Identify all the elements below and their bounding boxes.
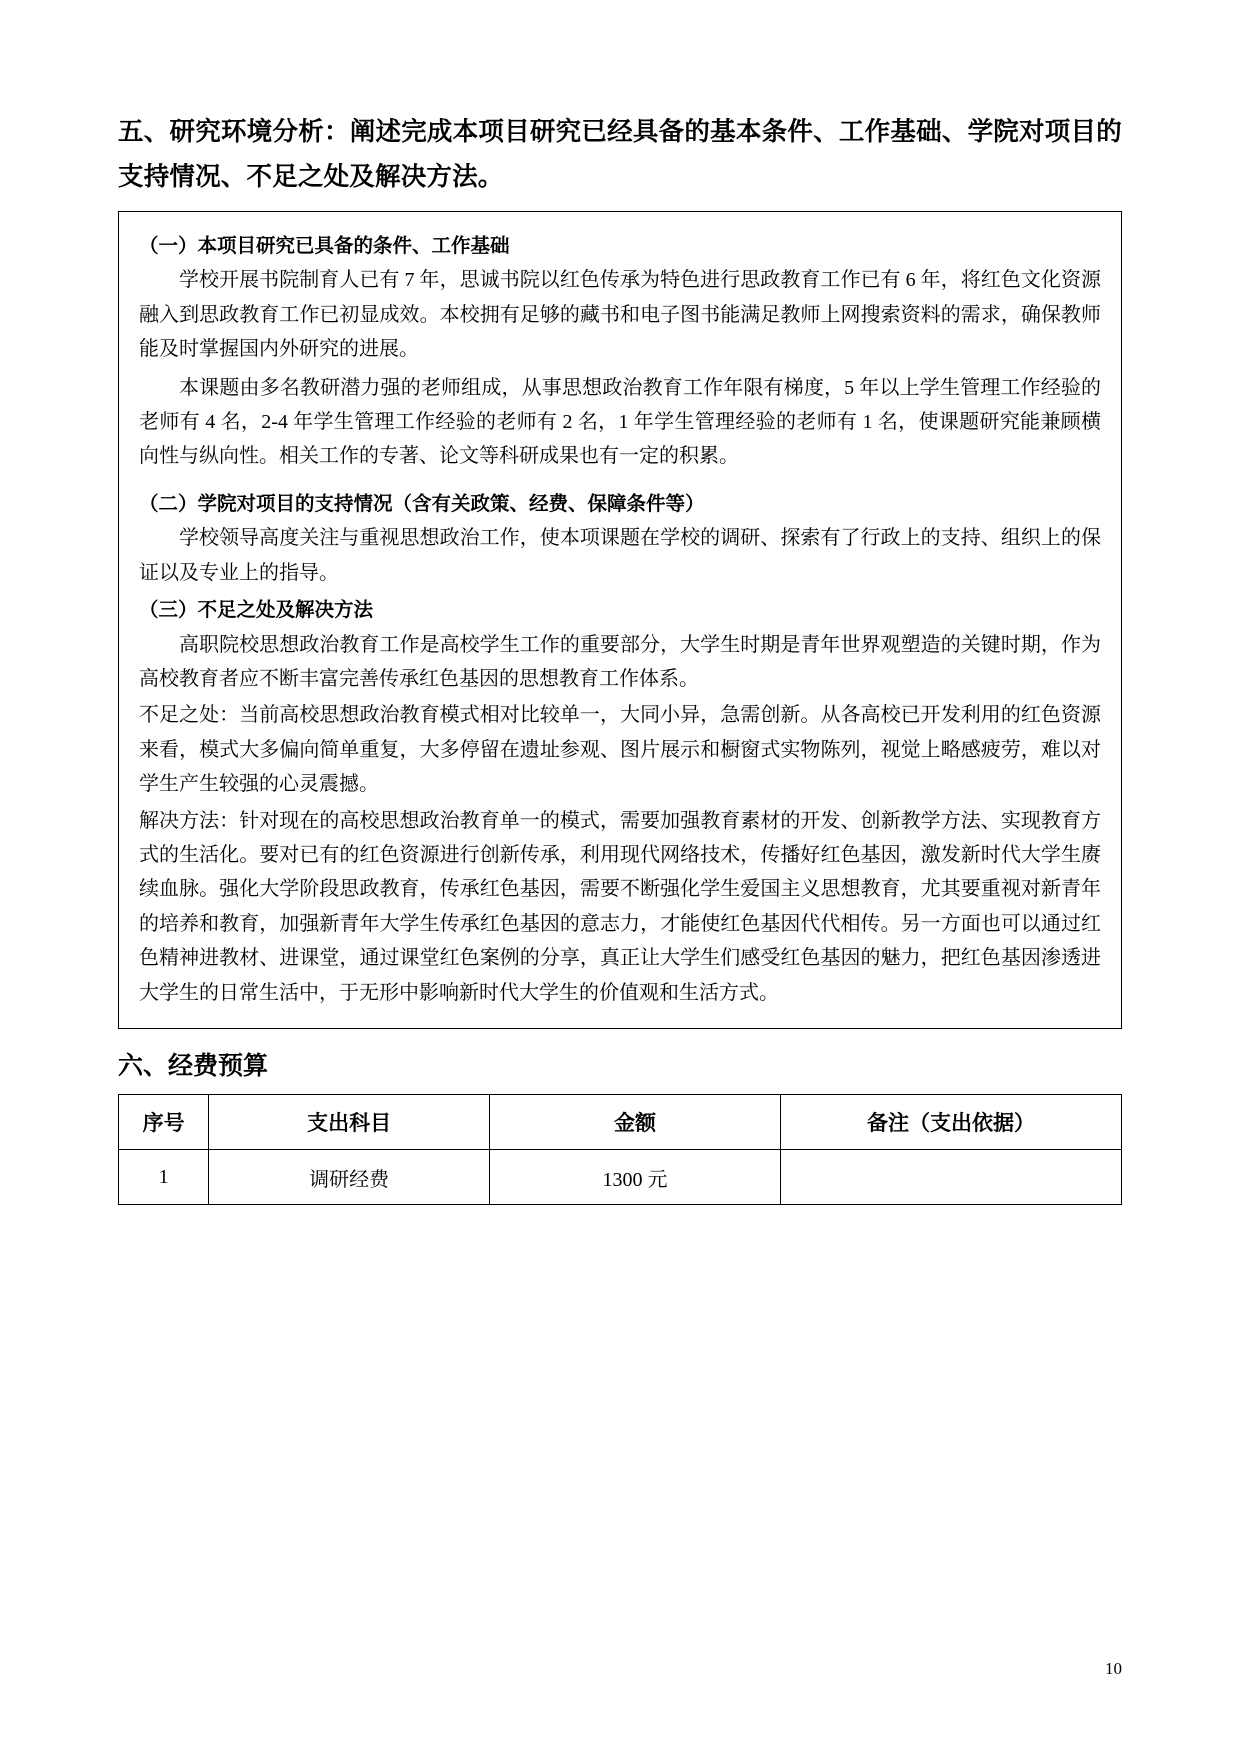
part1-paragraph-2: 本课题由多名教研潜力强的老师组成，从事思想政治教育工作年限有梯度，5 年以上学生管理工作经验的老师有 4 名，2-4 年学生管理工作经验的老师有 2 名，1 年学生管理经验的老师有 1 名，使课题研究能兼顾横向性与纵向性。相关工作的专著、论文等科研成果也有一定的积累。 [139, 376, 1101, 468]
part2-paragraph-1: 学校领导高度关注与重视思想政治工作，使本项课题在学校的调研、探索有了行政上的支持、组织上的保证以及专业上的指导。 [139, 527, 1101, 584]
part3-paragraph-3: 解决方法：针对现在的高校思想政治教育单一的模式，需要加强教育素材的开发、创新教学方法、实现教育方式的生活化。要对已有的红色资源进行创新传承，利用现代网络技术，传播好红色基因，激发新时代大学生赓续血脉。强化大学阶段思政教育，传承红色基因，需要不断强化学生爱国主义思想教育，尤其要重视对新青年的培养和教育，加强新青年大学生传承红色基因的意志力，才能使红色基因代代相传。另一方面也可以通过红色精神进教材、进课堂，通过课堂红色案例的分享，真正让大学生们感受红色基因的魅力，把红色基因渗透进大学生的日常生活中，于无形中影响新时代大学生的价值观和生活方式。 [139, 809, 1101, 1004]
cell-remark [780, 1150, 1121, 1205]
section-heading-6: 六、经费预算 [118, 1050, 269, 1080]
column-header-seq: 序号 [119, 1095, 209, 1150]
column-header-item: 支出科目 [209, 1095, 490, 1150]
page-number: 10 [1105, 1659, 1122, 1678]
part3-paragraph-2: 不足之处：当前高校思想政治教育模式相对比较单一，大同小异，急需创新。从各高校已开发利用的红色资源来看，模式大多偏向简单重复，大多停留在遗址参观、图片展示和橱窗式实物陈列，视觉上略感疲劳，难以对学生产生较强的心灵震撼。 [139, 704, 1101, 796]
column-header-amount: 金额 [490, 1095, 781, 1150]
section-heading-5: 五、研究环境分析：阐述完成本项目研究已经具备的基本条件、工作基础、学院对项目的支持情况、不足之处及解决方法。 [118, 117, 1122, 193]
cell-item: 调研经费 [209, 1150, 490, 1205]
table-header-row [119, 1095, 1122, 1150]
research-environment-box [118, 211, 1122, 1029]
subsection-heading-2: （二）学院对项目的支持情况（含有关政策、经费、保障条件等） [139, 491, 705, 515]
table-row [119, 1150, 1122, 1205]
spacer [139, 474, 1101, 484]
cell-amount: 1300 元 [490, 1150, 781, 1205]
column-header-remark: 备注（支出依据） [780, 1095, 1121, 1150]
part1-paragraph-1: 学校开展书院制育人已有 7 年，思诚书院以红色传承为特色进行思政教育工作已有 6 年，将红色文化资源融入到思政教育工作已初显成效。本校拥有足够的藏书和电子图书能满足教师上网搜索资料的需求，确保教师能及时掌握国内外研究的进展。 [139, 269, 1101, 361]
part3-paragraph-1: 高职院校思想政治教育工作是高校学生工作的重要部分，大学生时期是青年世界观塑造的关键时期，作为高校教育者应不断丰富完善传承红色基因的思想教育工作体系。 [139, 633, 1101, 690]
budget-table [118, 1094, 1122, 1205]
cell-seq: 1 [119, 1150, 209, 1205]
subsection-heading-1: （一）本项目研究已具备的条件、工作基础 [139, 233, 510, 257]
subsection-heading-3: （三）不足之处及解决方法 [139, 598, 374, 622]
